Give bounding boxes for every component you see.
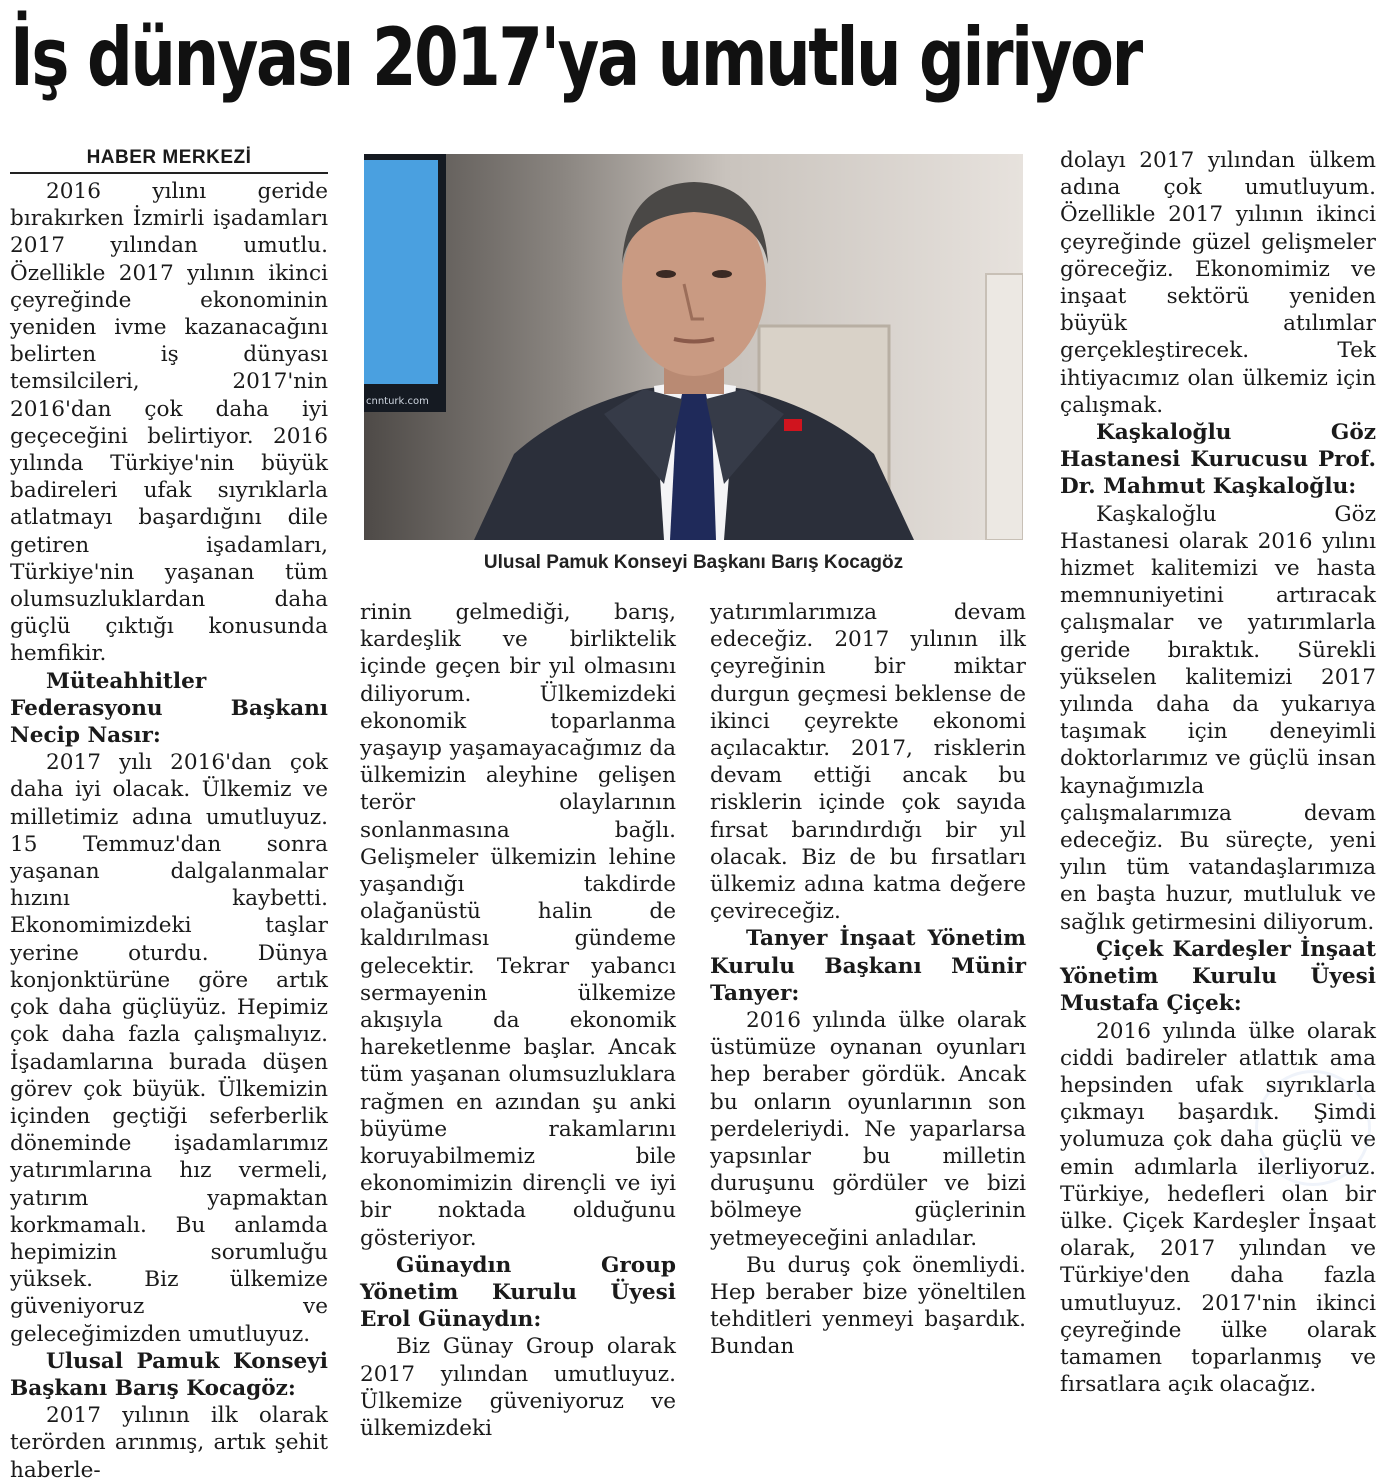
paragraph: 2016 yılında ülke olarak üstümüze oynanan oyunları hep beraber gördük. Ancak bu onların oyunlarının son perdeleriydi. Ne yaparlarsa yapsınlar bu milletin duruşunu gördüler ve bizi bölmeye güçlerinin yetmeyeceğini anladılar. xyxy=(710,1008,1026,1251)
paragraph: Biz Günay Group olarak 2017 yılından umutluyuz. Ülkemize güveniyoruz ve ülkemizdeki xyxy=(360,1334,676,1442)
portrait-illustration xyxy=(364,154,1023,540)
eye-right xyxy=(712,270,732,278)
portrait-photo xyxy=(364,154,1023,540)
paragraph: dolayı 2017 yılından ülkem adına çok umutluyum. Özellikle 2017 yılının ikinci çeyreğinde güzel gelişmeler göreceğiz. Ekonomimiz ve inşaat sektörü yeniden büyük atılımlar gerçekleştirecek. Tek ihtiyacımız olan ülkemiz için çalışmak. xyxy=(1060,148,1376,418)
article-column-3 xyxy=(710,599,1026,1361)
photo-caption: Ulusal Pamuk Konseyi Başkanı Barış Kocagöz xyxy=(483,552,904,573)
subheading: Çiçek Kardeşler İnşaat Yönetim Kurulu Üyesi Mustafa Çiçek: xyxy=(1060,936,1376,1017)
byline: HABER MERKEZİ xyxy=(10,147,328,174)
paragraph: 2016 yılında ülke olarak ciddi badireler atlattık ama hepsinden ufak sıyrıklarla çıkmayı başardık. Şimdi yolumuza çok daha güçlü ve emin adımlarla ilerliyoruz. Türkiye, hedefleri olan bir ülke. Çiçek Kardeşler İnşaat olarak, 2017 yılından ve Türkiye'den daha fazla umutluyuz. 2017'nin ikinci çeyreğinde ülke olarak tamamen toparlanmış ve fırsatlara açık olacağız. xyxy=(1060,1018,1376,1398)
paragraph: rinin gelmediği, barış, kardeşlik ve birliktelik içinde geçen bir yıl olmasını diliyorum. Ülkemizdeki ekonomik toparlanma yaşayıp yaşamayacağımız da ülkemizin aleyhine gelişen terör olaylarının sonlanmasına bağlı. Gelişmeler ülkemizin lehine yaşandığı takdirde olağanüstü halin de kaldırılması gündeme gelecektir. Tekrar yabancı sermayenin ülkemize akışıyla da ekonomik hareketlenme başlar. Ancak tüm yaşanan olumsuzluklara rağmen en azından şu anki büyüme rakamlarını koruyabilmemiz bile ekonomimizin dirençli ve iyi bir noktada olduğunu gösteriyor. xyxy=(360,600,676,1251)
watermark-seal xyxy=(1255,1070,1371,1186)
tv-screen xyxy=(364,160,438,384)
eye-left xyxy=(656,270,676,278)
paragraph: 2017 yılı 2016'dan çok daha iyi olacak. Ülkemiz ve milletimiz adına umutluyuz. 15 Temmuz'dan sonra yaşanan dalgalanmalar hızını kaybetti. Ekonomimizdeki taşlar yerine oturdu. Dünya konjonktürüne göre artık çok daha güçlüyüz. Hepimiz çok daha fazla çalışmalıyız. İşadamlarına burada düşen görev çok büyük. Ülkemizin içinden geçtiği seferberlik döneminde işadamlarımız yatırımlarına hız vermeli, yatırım yapmaktan korkmamalı. Bu anlamda hepimizin sorumluğu yüksek. Biz ülkemize güveniyoruz ve geleceğimizden umutluyuz. xyxy=(10,750,328,1347)
headline: İş dünyası 2017'ya umutlu giriyor xyxy=(10,11,1141,104)
door xyxy=(986,274,1023,540)
subheading: Günaydın Group Yönetim Kurulu Üyesi Erol Günaydın: xyxy=(360,1252,676,1333)
article-column-1 xyxy=(10,147,328,1484)
paragraph: Kaşkaloğlu Göz Hastanesi olarak 2016 yılını hizmet kalitemizi ve hasta memnuniyetini artıracak çalışmalar ve yatırımlarla geride bıraktık. Sürekli yükselen kalitemizi 2017 yılında daha da yukarıya taşımak için deneyimli doktorlarımız ve güçlü insan kaynağımızla çalışmalarımıza devam edeceğiz. Bu süreçte, yeni yılın tüm vatandaşlarımıza en başta huzur, mutluluk ve sağlık getirmesini diliyorum. xyxy=(1060,501,1376,935)
subheading: Tanyer İnşaat Yönetim Kurulu Başkanı Münir Tanyer: xyxy=(710,926,1026,1006)
tv-text: cnnturk.com xyxy=(366,396,429,407)
flag-pin xyxy=(784,419,802,431)
subheading: Müteahhitler Federasyonu Başkanı Necip Nasır: xyxy=(10,668,328,749)
article-column-2 xyxy=(360,599,676,1442)
subheading: Kaşkaloğlu Göz Hastanesi Kurucusu Prof. Dr. Mahmut Kaşkaloğlu: xyxy=(1060,420,1376,500)
paragraph: 2016 yılını geride bırakırken İzmirli işadamları 2017 yılından umutlu. Özellikle 2017 yılının ikinci çeyreğinde ekonominin yeniden ivme kazanacağını belirten iş dünyası temsilcileri, 2017'nin 2016'dan çok daha iyi geçeceğini belirtiyor. 2016 yılında Türkiye'nin büyük badireleri ufak sıyrıklarla atlatmayı başardığını dile getiren işadamları, Türkiye'nin yaşanan tüm olumsuzluklardan daha güçlü çıktığı konusunda hemfikir. xyxy=(10,179,328,667)
article-column-4 xyxy=(1060,147,1376,1398)
paragraph: yatırımlarımıza devam edeceğiz. 2017 yılının ilk çeyreğinin bir miktar durgun geçmesi beklense de ikinci çeyrekte ekonomi açılacaktır. 2017, risklerin devam ettiği ancak bu risklerin içinde çok sayıda fırsat barındırdığı bir yıl olacak. Biz de bu fırsatları ülkemiz adına katma değere çevireceğiz. xyxy=(710,600,1026,925)
paragraph: Bu duruş çok önemliydi. Hep beraber bize yöneltilen tehditleri yenmeyi başardık. Bundan xyxy=(710,1252,1026,1360)
paragraph: 2017 yılının ilk olarak terörden arınmış, artık şehit haberle- xyxy=(10,1403,328,1483)
subheading: Ulusal Pamuk Konseyi Başkanı Barış Kocagöz: xyxy=(10,1348,328,1401)
